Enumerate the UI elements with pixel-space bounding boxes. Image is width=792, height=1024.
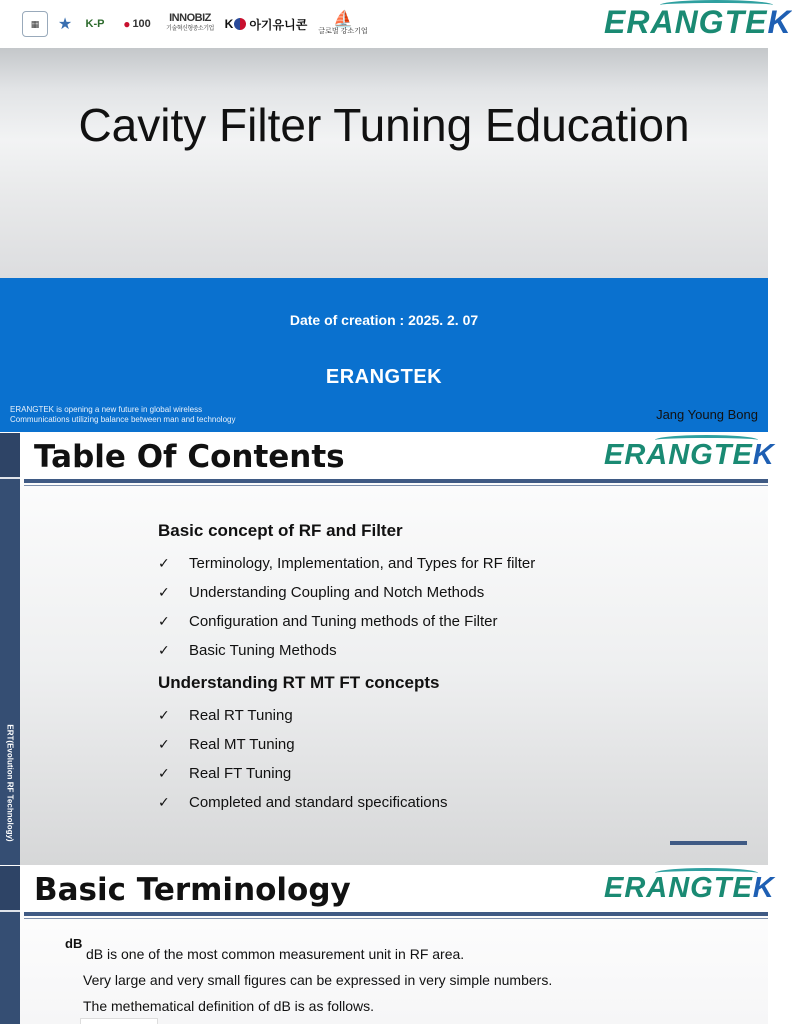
toc-item <box>158 607 718 636</box>
korea-k-glyph: K <box>224 17 234 31</box>
logo-main-text: ERANGTE <box>604 4 768 40</box>
logo-tail-text: K <box>752 439 775 471</box>
toc-list <box>158 549 718 665</box>
check-icon: ✓ <box>158 736 170 752</box>
toc-item-text: Real RT Tuning <box>189 707 293 724</box>
logo-tail-text: K <box>767 4 792 40</box>
logo-arc-icon <box>660 0 773 10</box>
logo-main-text: ERANGTE <box>604 872 753 904</box>
toc-slide <box>0 433 775 865</box>
erangtek-logo <box>604 439 775 472</box>
check-icon: ✓ <box>158 794 170 810</box>
innobiz-text: INNOBIZ <box>169 12 211 24</box>
toc-item <box>158 578 718 607</box>
sail-icon: ⛵ <box>333 11 353 28</box>
formula-box <box>80 1018 158 1024</box>
sidebar-header-block <box>0 433 20 479</box>
sidebar-strip <box>0 866 20 1024</box>
innobiz-logo <box>166 9 214 39</box>
check-icon: ✓ <box>158 555 170 571</box>
global-sme-text: 글로벌 강소기업 <box>318 28 368 35</box>
cover-info-band <box>0 278 768 432</box>
creation-date: Date of creation : 2025. 2. 07 <box>289 312 479 328</box>
erangtek-logo <box>604 4 792 41</box>
check-icon: ✓ <box>158 613 170 629</box>
toc-item <box>158 788 718 817</box>
certification-logos <box>22 5 368 43</box>
toc-item-text: Understanding Coupling and Notch Methods <box>189 584 485 601</box>
sidebar-label <box>0 703 20 863</box>
global-sme-logo <box>318 9 368 39</box>
term-line: The methematical definition of dB is as follows. <box>83 998 375 1014</box>
terminology-header <box>20 866 775 912</box>
terminology-title: Basic Terminology <box>34 872 351 908</box>
cover-slide <box>0 0 792 432</box>
gyeonggi-certificate-logo-icon: ▦ <box>22 11 48 37</box>
logo-main-text: ERANGTE <box>604 439 753 471</box>
erangtek-logo <box>604 872 775 905</box>
big100-logo <box>116 9 158 39</box>
toc-item-text: Real FT Tuning <box>189 765 292 782</box>
header-rule-thin <box>24 918 768 919</box>
tagline-line-1: ERANGTEK is opening a new future in global wireless <box>10 405 203 414</box>
logo-arc-icon <box>655 868 757 878</box>
header-rule-thin <box>24 485 768 486</box>
logo-tail-text: K <box>752 872 775 904</box>
toc-item-text: Real MT Tuning <box>189 736 295 753</box>
company-name: ERANGTEK <box>325 366 443 388</box>
sidebar-strip <box>0 433 20 865</box>
slide-end-bar <box>670 841 747 845</box>
check-icon: ✓ <box>158 707 170 723</box>
star-company-logo-icon: ★ <box>57 16 73 33</box>
check-icon: ✓ <box>158 642 170 658</box>
toc-item-text: Basic Tuning Methods <box>189 642 337 659</box>
term-line: Very large and very small figures can be expressed in very simple numbers. <box>83 972 553 988</box>
toc-item <box>158 759 718 788</box>
kp-certificate-logo: K-P <box>85 18 105 30</box>
big100-text: 100 <box>132 18 151 30</box>
innobiz-subtext: 기술혁신형중소기업 <box>166 26 214 32</box>
sidebar-header-block <box>0 866 20 912</box>
header-rule <box>24 479 768 483</box>
header-rule <box>24 912 768 916</box>
company-tagline <box>10 405 235 425</box>
toc-header <box>20 433 775 479</box>
toc-title: Table Of Contents <box>34 439 345 475</box>
toc-item-text: Completed and standard specifications <box>189 794 448 811</box>
taegeuk-icon <box>234 18 246 30</box>
sidebar-label-text: ERT(Evolution RF Technology) <box>5 724 15 842</box>
certification-logo-strip <box>0 0 792 48</box>
toc-item-text: Configuration and Tuning methods of the Filter <box>189 613 498 630</box>
toc-item <box>158 730 718 759</box>
check-icon: ✓ <box>158 584 170 600</box>
tagline-line-2: Communications utilizing balance between man and technology <box>10 415 236 424</box>
toc-item <box>158 701 718 730</box>
toc-section-heading: Understanding RT MT FT concepts <box>158 673 440 692</box>
author-name: Jang Young Bong <box>656 407 758 422</box>
toc-body <box>158 521 718 825</box>
term-key-label: dB <box>65 936 83 951</box>
logo-arc-icon <box>655 435 757 445</box>
check-icon: ✓ <box>158 765 170 781</box>
toc-item-text: Terminology, Implementation, and Types for RF filter <box>189 555 536 572</box>
toc-list <box>158 701 718 817</box>
toc-item <box>158 549 718 578</box>
toc-item <box>158 636 718 665</box>
cover-hero <box>0 48 768 278</box>
korea-unicorn-logo <box>222 9 310 39</box>
cover-title: Cavity Filter Tuning Education <box>78 99 690 151</box>
korea-unicorn-text: 아기유니콘 <box>249 17 308 32</box>
term-line: dB is one of the most common measurement unit in RF area. <box>86 946 465 962</box>
toc-section-heading: Basic concept of RF and Filter <box>158 521 403 540</box>
terminology-slide <box>0 866 775 1024</box>
big100-dot-icon: ● <box>123 17 131 31</box>
